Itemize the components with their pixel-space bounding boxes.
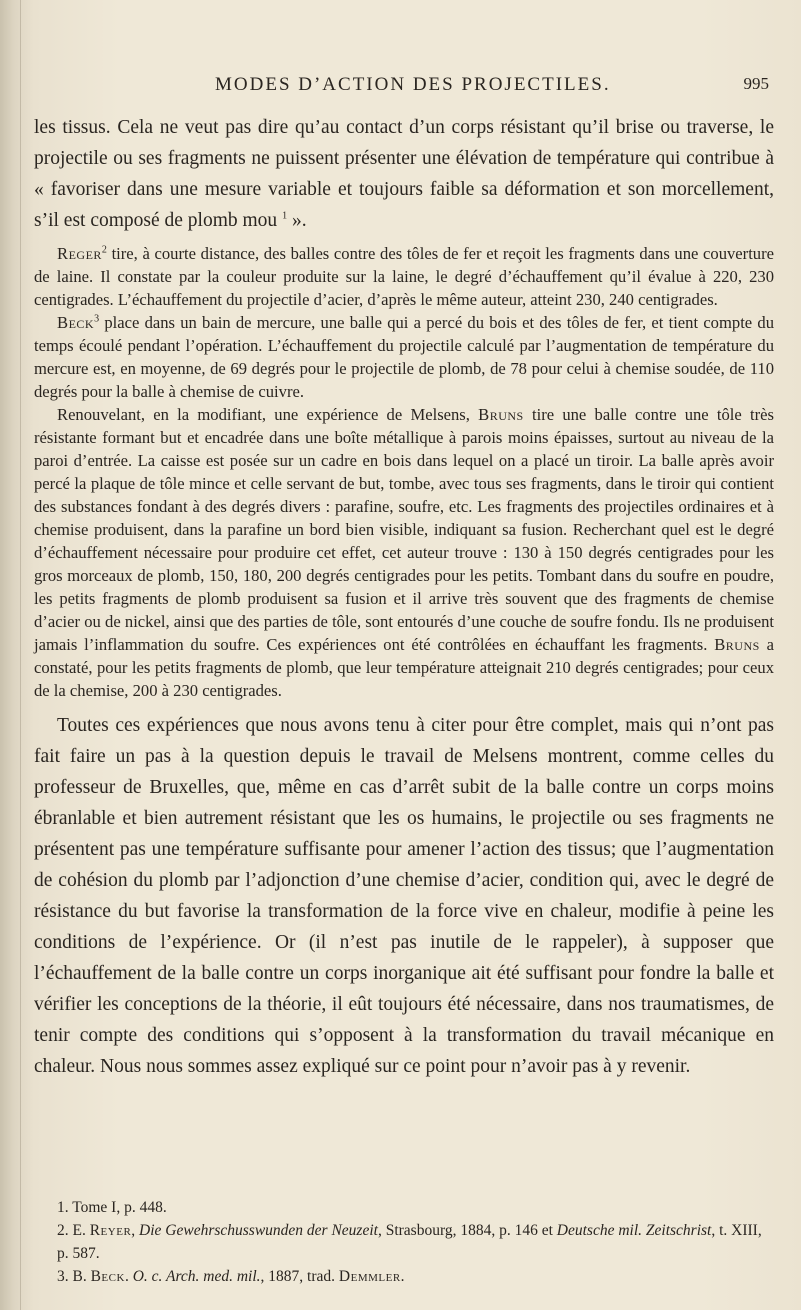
paragraph-beck-text: place dans un bain de mercure, une balle qui a percé du bois et des tôles de fer, et tient compte du temps écoulé pendant l’opération. L’échauffement du projectile calculé par l’augmentation de température du mercure est, en moyenne, de 69 degrés pour le projectile de plomb, de 78 pour celui à chemise soudée, de 110 degrés pour la balle à chemise de cuivre. xyxy=(34,313,774,401)
author-bruns: Bruns xyxy=(478,405,524,424)
footnote-2-sep: , xyxy=(131,1222,140,1239)
binding-edge xyxy=(20,0,21,1310)
footnote-3-end: . xyxy=(400,1268,405,1285)
paragraph-1-text: les tissus. Cela ne veut pas dire qu’au contact d’un corps résistant qu’il brise ou traverse, le projectile ou ses fragments ne puissent présenter une élévation de température qui contribue à « favoriser dans une mesure variable et toujours faible sa déformation et son morcellement, s’il est composé de plomb mou xyxy=(34,117,774,231)
footnote-2-author: Reyer xyxy=(89,1222,132,1239)
author-bruns-2: Bruns xyxy=(714,635,760,654)
footnote-ref-1[interactable]: 1 xyxy=(282,210,288,222)
footnote-ref-3[interactable]: 3 xyxy=(94,313,100,325)
footnote-2-place: , Strasbourg, 1884, p. 146 et xyxy=(377,1222,557,1239)
page-body xyxy=(34,112,774,1082)
footnote-2 xyxy=(34,1219,774,1265)
footnote-3-ref: O. c. Arch. med. mil. xyxy=(132,1268,261,1285)
page-number: 995 xyxy=(743,74,769,93)
paragraph-1 xyxy=(34,112,774,236)
footnote-3-sep: . xyxy=(124,1268,133,1285)
footnote-2-journal: Deutsche mil. Zeitschrist xyxy=(556,1222,712,1239)
paragraph-reger-text: tire, à courte distance, des balles contre des tôles de fer et reçoit les fragments dans une couverture de laine. Il constate par la couleur produite sur la laine, le degré d’échauffement qu’il évalue à 220, 230 centigrades. L’échauffement du projectile d’acier, d’après le même auteur, atteint 230, 240 centigrades. xyxy=(34,244,774,309)
footnote-3-year: , 1887, trad. xyxy=(260,1268,339,1285)
footnote-3-num: 3. B. xyxy=(57,1268,91,1285)
paragraph-bruns-text-a: Renouvelant, en la modifiant, une expérience de Melsens, xyxy=(57,405,479,424)
author-beck: Beck xyxy=(57,313,95,332)
footnote-ref-2[interactable]: 2 xyxy=(101,244,107,256)
footnote-1: 1. Tome I, p. 448. xyxy=(57,1199,167,1216)
running-title: MODES D’ACTION DES PROJECTILES. xyxy=(215,74,611,95)
paragraph-bruns-text-b: tire une balle contre une tôle très résistante formant but et encadrée dans une boîte métallique à parois moins épaisses, surtout au niveau de la paroi d’entrée. La caisse est posée sur un cadre en bois dans lequel on a placé un tiroir. La balle après avoir percé la plaque de tôle mince et celle servant de but, tombe, avec tous ses fragments, dans le tiroir qui contient des substances fondant à des degrés divers : parafine, soufre, etc. Les fragments des projectiles ordinaires et à chemise produisent, dans la parafine un bord bien visible, indiquant sa fusion. Recherchant quel est le degré d’échauffement nécessaire pour produire cet effet, cet auteur trouve : 130 à 150 degrés centigrades pour les gros morceaux de plomb, 150, 180, 200 degrés centigrades pour les petits. Tombant dans du soufre en poudre, les petits fragments de plomb produisent sa fusion et il arrive très souvent que des fragments de chemise d’acier ou de nickel, ainsi que des parties de tôle, sont entourés d’une couche de soufre fondu. Ils ne produisent jamais l’inflammation du soufre. Ces expériences ont été contrôlées en échauffant les fragments. xyxy=(34,405,774,654)
paragraph-bruns xyxy=(34,403,774,702)
footnote-3-translator: Demmler xyxy=(338,1268,401,1285)
running-header xyxy=(0,74,801,104)
footnote-3-author: Beck xyxy=(90,1268,125,1285)
footnote-2-num: 2. E. xyxy=(57,1222,90,1239)
paragraph-conclusion: Toutes ces expériences que nous avons tenu à citer pour être complet, mais qui n’ont pas fait faire un pas à la question depuis le travail de Melsens montrent, comme celles du professeur de Bruxelles, que, même en cas d’arrêt subit de la balle contre un corps moins ébranlable et bien autrement résistant que les os humains, le projectile ou ses fragments ne présentent pas une température suffisante pour amener l’action des tissus; que l’augmentation de cohésion du plomb par l’adjonction d’une chemise d’acier, condition qui, avec le degré de résistance du but favorise la transformation de la force vive en chaleur, modifie à peine les conditions de l’expérience. Or (il n’est pas inutile de le rappeler), à supposer que l’échauffement de la balle contre un corps inorganique ait été suffisant pour fondre la balle et vérifier les conceptions de la théorie, il eût toujours été nécessaire, dans nos traumatismes, de tenir compte des conditions qui s’opposent à la transformation du travail mécanique en chaleur. Nous nous sommes assez expliqué sur ce point pour n’avoir pas à y revenir. xyxy=(34,715,774,1077)
footnotes xyxy=(34,1196,774,1288)
footnote-3 xyxy=(34,1265,774,1288)
paragraph-bruns-text-c: a constaté, pour les petits fragments de plomb, que leur température atteignait 210 degrés centigrades; pour ceux de la chemise, 200 à 230 centigrades. xyxy=(34,635,774,700)
paragraph-1-end: ». xyxy=(287,210,307,231)
author-reger: Reger xyxy=(57,244,102,263)
footnote-2-volume: , t. XIII, p. 587. xyxy=(57,1222,762,1262)
paragraph-reger xyxy=(34,242,774,311)
paragraph-beck xyxy=(34,311,774,403)
footnote-2-title: Die Gewehrschusswunden der Neuzeit xyxy=(139,1222,378,1239)
